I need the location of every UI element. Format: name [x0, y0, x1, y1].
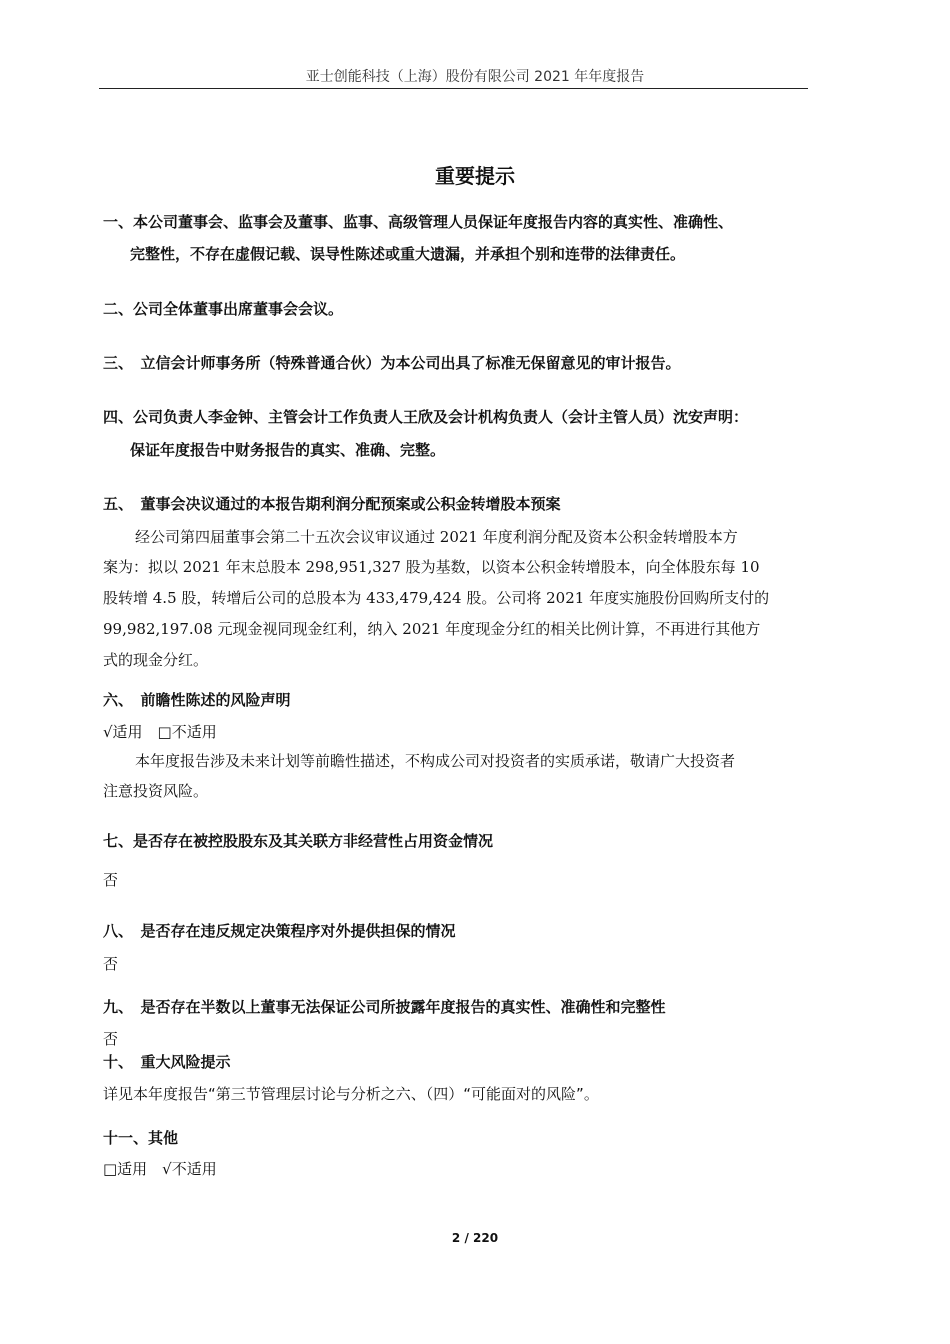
header-divider	[99, 88, 808, 89]
section-8-answer: 否	[103, 955, 119, 973]
report-header-title: 亚士创能科技（上海）股份有限公司 2021 年年度报告	[305, 69, 645, 85]
section-6-applicability: √适用 □不适用	[103, 723, 217, 741]
section-1-line-2: 完整性，不存在虚假记载、误导性陈述或重大遗漏，并承担个别和连带的法律责任。	[130, 245, 686, 263]
section-5-body-line: 式的现金分红。	[103, 651, 209, 669]
section-5-heading: 五、 董事会决议通过的本报告期利润分配预案或公积金转增股本预案	[103, 495, 561, 513]
section-3-heading: 三、 立信会计师事务所（特殊普通合伙）为本公司出具了标准无保留意见的审计报告。	[103, 354, 681, 372]
section-2-heading: 二、公司全体董事出席董事会会议。	[103, 300, 344, 318]
section-9-answer: 否	[103, 1030, 119, 1048]
page-number: 2 / 220	[451, 1231, 499, 1245]
section-10-heading: 十、 重大风险提示	[103, 1053, 231, 1071]
page-title: 重要提示	[435, 164, 515, 188]
section-5-body-line: 99,982,197.08 元现金视同现金红利，纳入 2021 年度现金分红的相关比例计算，不再进行其他方	[103, 620, 761, 638]
section-8-heading: 八、 是否存在违反规定决策程序对外提供担保的情况	[103, 922, 456, 940]
section-11-heading: 十一、其他	[103, 1129, 179, 1147]
section-4-line-1: 四、公司负责人李金钟、主管会计工作负责人王欣及会计机构负责人（会计主管人员）沈安声明：	[103, 408, 749, 426]
section-6-heading: 六、 前瞻性陈述的风险声明	[103, 691, 291, 709]
section-4-line-2: 保证年度报告中财务报告的真实、准确、完整。	[130, 441, 446, 459]
section-7-answer: 否	[103, 871, 119, 889]
section-6-body-line: 注意投资风险。	[103, 782, 209, 800]
section-11-applicability: □适用 √不适用	[103, 1160, 217, 1178]
section-6-body-line: 本年度报告涉及未来计划等前瞻性描述，不构成公司对投资者的实质承诺，敬请广大投资者	[135, 752, 736, 770]
section-5-body-line: 股转增 4.5 股，转增后公司的总股本为 433,479,424 股。公司将 2021 年度实施股份回购所支付的	[103, 589, 770, 607]
section-9-heading: 九、 是否存在半数以上董事无法保证公司所披露年度报告的真实性、准确性和完整性	[103, 998, 666, 1016]
section-5-body-line: 案为：拟以 2021 年末总股本 298,951,327 股为基数，以资本公积金转增股本，向全体股东每 10	[103, 558, 760, 576]
section-10-body: 详见本年度报告“第三节管理层讨论与分析之六、（四）“可能面对的风险”。	[103, 1085, 599, 1103]
section-1-line-1: 一、本公司董事会、监事会及董事、监事、高级管理人员保证年度报告内容的真实性、准确性、	[103, 213, 734, 231]
section-5-body-line: 经公司第四届董事会第二十五次会议审议通过 2021 年度利润分配及资本公积金转增股本方	[135, 528, 738, 546]
section-7-heading: 七、是否存在被控股股东及其关联方非经营性占用资金情况	[103, 832, 494, 850]
